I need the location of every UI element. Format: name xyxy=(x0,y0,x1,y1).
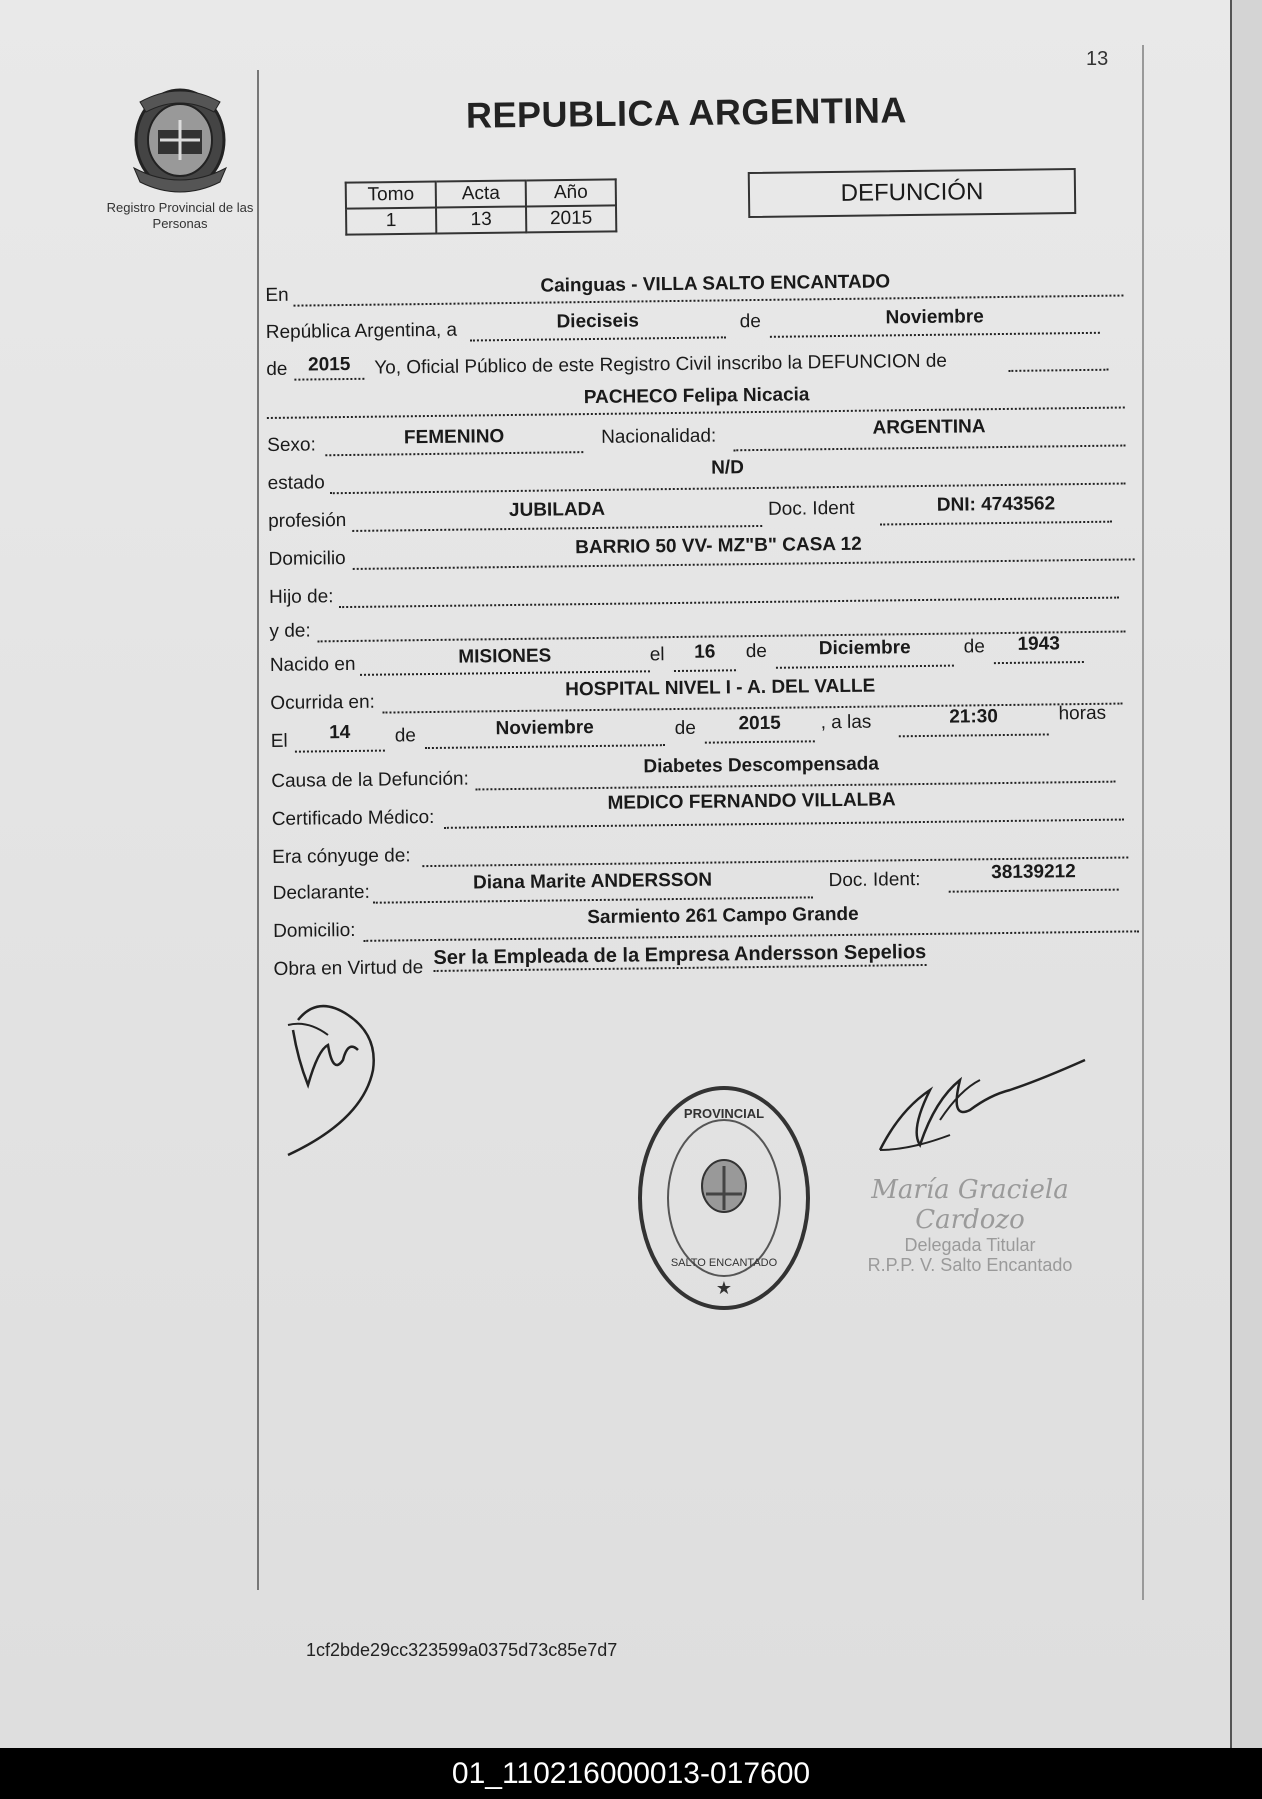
birth-month: Diciembre xyxy=(818,637,911,660)
sexo-dots xyxy=(325,451,583,456)
domicilio-label: Domicilio xyxy=(268,548,346,570)
record-type-box: DEFUNCIÓN xyxy=(748,168,1077,218)
nacionalidad-value: ARGENTINA xyxy=(872,416,986,439)
death-month-dots xyxy=(425,744,665,749)
republica-label: República Argentina, a xyxy=(265,319,458,343)
year-value: 2015 xyxy=(307,353,351,376)
acta-value: 13 xyxy=(436,206,526,233)
y-de-label: y de: xyxy=(269,620,311,642)
en-label: En xyxy=(265,284,289,306)
nacido-value: MISIONES xyxy=(458,645,552,668)
month-dots xyxy=(770,332,1100,338)
domicilio-2-dots xyxy=(363,930,1139,941)
death-year: 2015 xyxy=(738,712,781,735)
nacionalidad-label: Nacionalidad: xyxy=(601,425,717,448)
left-margin-line xyxy=(257,70,259,1590)
birth-year: 1943 xyxy=(1017,633,1060,655)
el2-label: El xyxy=(270,730,288,752)
death-time-dots xyxy=(899,733,1049,737)
doc-ident-label: Doc. Ident xyxy=(767,497,855,520)
de-label-6: de xyxy=(674,717,696,740)
domicilio-2-label: Domicilio: xyxy=(273,919,356,942)
birth-day: 16 xyxy=(694,641,716,663)
tomo-header: Tomo xyxy=(346,182,436,209)
death-time: 21:30 xyxy=(949,706,998,728)
obra-value: Ser la Empleada de la Empresa Andersson Sepelios xyxy=(433,941,926,972)
record-table-value-row xyxy=(346,205,616,234)
acta-header: Acta xyxy=(436,180,526,207)
nacido-dots xyxy=(360,670,650,676)
declarante-value: Diana Marite ANDERSSON xyxy=(472,869,713,894)
death-day: 14 xyxy=(329,721,351,744)
svg-text:PROVINCIAL: PROVINCIAL xyxy=(683,1106,765,1121)
anio-header: Año xyxy=(526,179,616,206)
estado-value: N/D xyxy=(711,457,744,479)
nacido-label: Nacido en xyxy=(269,653,356,676)
ocurrida-value: HOSPITAL NIVEL I - A. DEL VALLE xyxy=(565,675,876,701)
doc-ident-dots xyxy=(880,521,1112,526)
declarante-label: Declarante: xyxy=(272,881,370,904)
birth-year-dots xyxy=(994,661,1084,664)
deceased-name: PACHECO Felipa Nicacia xyxy=(583,384,810,409)
death-day-dots xyxy=(295,750,385,753)
sexo-value: FEMENINO xyxy=(403,426,505,449)
profesion-dots xyxy=(352,525,762,532)
oficial-text: Yo, Oficial Público de este Registro Civil inscribo la DEFUNCION de xyxy=(374,350,948,379)
causa-value: Diabetes Descompensada xyxy=(643,753,880,778)
sexo-label: Sexo: xyxy=(267,434,316,456)
death-month: Noviembre xyxy=(495,717,594,740)
nacionalidad-dots xyxy=(733,445,1125,452)
registry-label: Registro Provincial de las Personas xyxy=(106,200,254,231)
delegate-role: Delegada Titular xyxy=(904,1235,1036,1255)
conyuge-label: Era cónyuge de: xyxy=(272,845,411,868)
domicilio-2-value: Sarmiento 261 Campo Grande xyxy=(587,903,859,929)
record-table xyxy=(345,178,618,235)
footer-id: 01_110216000013-017600 xyxy=(0,1748,1262,1799)
official-signature-icon xyxy=(278,990,388,1160)
day-value: Dieciseis xyxy=(556,310,640,333)
oficial-dots xyxy=(1008,369,1108,372)
declarante-dots xyxy=(373,896,813,903)
anio-value: 2015 xyxy=(526,205,616,232)
right-margin-line xyxy=(1142,45,1144,1600)
obra-label: Obra en Virtud de xyxy=(273,957,424,980)
estado-dots xyxy=(330,483,1126,495)
registry-seal-icon xyxy=(634,1082,814,1314)
en-value: Cainguas - VILLA SALTO ENCANTADO xyxy=(540,271,891,297)
certificado-value: MEDICO FERNANDO VILLALBA xyxy=(607,789,896,814)
doc-ident-2-value: 38139212 xyxy=(991,861,1076,884)
de-label-4: de xyxy=(963,636,985,658)
page-number: 13 xyxy=(1086,48,1109,70)
estado-label: estado xyxy=(267,472,325,494)
delegate-office: R.P.P. V. Salto Encantado xyxy=(867,1255,1073,1275)
doc-ident-2-dots xyxy=(949,889,1119,893)
record-table-header-row xyxy=(346,179,616,208)
delegate-name: María Graciela Cardozo xyxy=(871,1175,1069,1235)
tomo-value: 1 xyxy=(346,208,436,235)
day-dots xyxy=(470,336,726,341)
svg-text:SALTO ENCANTADO: SALTO ENCANTADO xyxy=(670,1257,778,1269)
document-title: REPUBLICA ARGENTINA xyxy=(465,89,908,136)
de-label-3: de xyxy=(745,640,768,663)
hijo-dots xyxy=(339,597,1119,609)
profesion-value: JUBILADA xyxy=(508,498,606,522)
ocurrida-label: Ocurrida en: xyxy=(270,691,376,714)
certificado-dots xyxy=(444,819,1124,829)
death-year-dots xyxy=(705,740,815,743)
causa-label: Causa de la Defunción: xyxy=(271,768,469,792)
horas-label: horas xyxy=(1058,702,1107,725)
birth-month-dots xyxy=(776,665,954,669)
profesion-label: profesión xyxy=(268,510,347,532)
de-label-5: de xyxy=(394,725,417,747)
certificado-label: Certificado Médico: xyxy=(271,806,435,830)
delegate-signature-icon xyxy=(870,1050,1090,1160)
birth-day-dots xyxy=(674,669,736,672)
death-record-form xyxy=(265,254,1144,985)
year-dots xyxy=(294,378,364,381)
de-label-2: de xyxy=(266,358,288,380)
el-label: el xyxy=(649,644,665,666)
de-label-1: de xyxy=(739,310,761,333)
svg-text:★: ★ xyxy=(715,1278,733,1298)
domicilio-value: BARRIO 50 VV- MZ"B" CASA 12 xyxy=(575,533,862,559)
doc-ident-value: DNI: 4743562 xyxy=(936,493,1056,516)
page-edge xyxy=(1230,0,1262,1748)
hijo-label: Hijo de: xyxy=(268,586,334,608)
doc-ident-2-label: Doc. Ident: xyxy=(828,869,921,892)
month-value: Noviembre xyxy=(885,306,984,329)
delegate-stamp xyxy=(850,1175,1090,1275)
document-hash: 1cf2bde29cc323599a0375d73c85e7d7 xyxy=(306,1640,618,1660)
province-crest-icon xyxy=(120,80,240,200)
a-las-label: , a las xyxy=(820,711,872,734)
